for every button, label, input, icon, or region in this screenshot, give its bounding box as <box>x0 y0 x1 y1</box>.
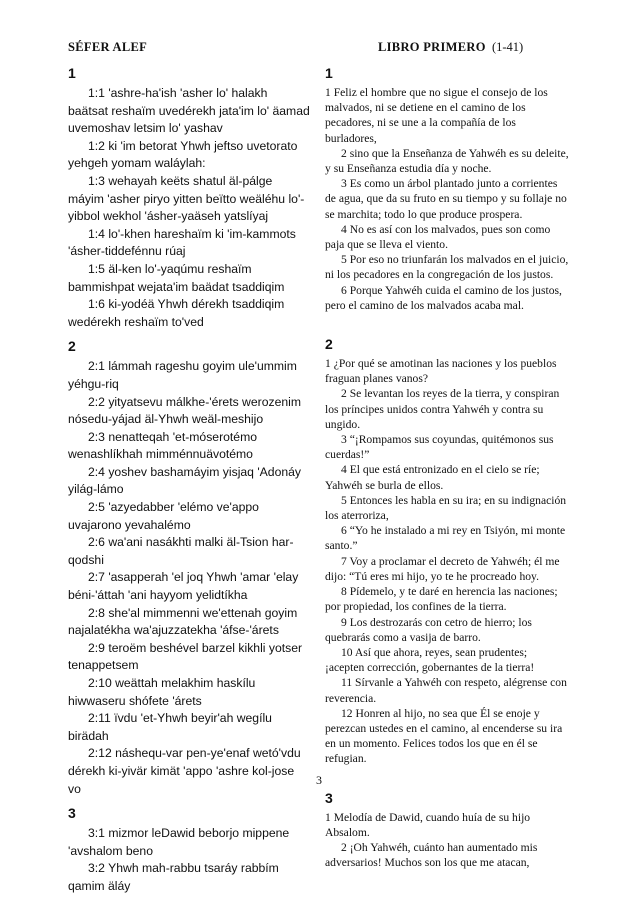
chapter-number: 1 <box>325 65 333 81</box>
verse: 2:4 yoshev bashamáyim yisjaq 'Adonáy yilág-lámo <box>68 464 302 497</box>
verse: 11 Sírvanle a Yahwéh con respeto, alégrense con reverencia. <box>325 676 567 705</box>
verse: 7 Voy a proclamar el decreto de Yahwéh; él me dijo: “Tú eres mi hijo, yo te he procreado hoy. <box>325 554 560 583</box>
verse: 2:11 ïvdu 'et-Yhwh beyir'ah wegílu birädah <box>68 711 272 743</box>
spanish-translation-column <box>325 64 569 870</box>
verse: 4 El que está entronizado en el cielo se ríe; Yahwéh se burla de ellos. <box>325 463 540 492</box>
verse: 1:4 lo'-khen hareshaïm ki 'im-kammots 'ásher-tiddefénnu rúaj <box>68 226 296 259</box>
verse: 12 Honren al hijo, no sea que Él se enoje y perezcan ustedes en el camino, al encenderse su ira en un momento. Felices todos los que en él se refugian. <box>325 706 563 766</box>
verse: 9 Los destrozarás con cetro de hierro; los quebrarás como a vasija de barro. <box>325 615 532 644</box>
verse: 2:6 wa'ani nasákhti malki äl-Tsion har-qodshi <box>68 535 294 567</box>
verse: 1:5 äl-ken lo'-yaqúmu reshaïm bammishpat wejata'im baädat tsaddiqim <box>68 261 285 294</box>
chapter-3-translation <box>325 789 569 871</box>
chapter-number: 1 <box>68 65 76 81</box>
verse: 2:12 náshequ-var pen-ye'enaf wetó'vdu dérekh ki-yivär kimät 'appo 'ashre kol-jose vo <box>68 746 301 796</box>
chapter-number: 2 <box>325 336 333 353</box>
verse: 2:8 she'al mimmenni we'ettenah goyim najalatékha wa'ajuzzatekha 'áfse-'árets <box>68 605 298 638</box>
verse: 1 ¿Por qué se amotinan las naciones y los pueblos fraguan planes vanos? <box>325 357 557 386</box>
verse: 1 Melodía de Dawid, cuando huía de su hijo Absalom. <box>325 810 531 839</box>
chapter-2-translation <box>325 335 569 766</box>
chapter-1-transliteration <box>68 64 310 331</box>
verse: 1:1 'ashre-ha'ish 'asher lo' halakh baätsat reshaïm uvedérekh jata'im lo' äamad uvemoshav letsim lo' yashav <box>68 86 310 136</box>
page-number: 3 <box>316 773 322 787</box>
verse: 2 Se levantan los reyes de la tierra, y conspiran los príncipes unidos contra Yahwéh y contra su ungido. <box>325 387 560 431</box>
chapter-number: 2 <box>68 338 76 355</box>
verse: 2:10 weättah melakhim haskílu hiwwaseru shófete 'árets <box>68 676 256 708</box>
verse: 5 Entonces les habla en su ira; en su indignación los aterroriza, <box>325 493 567 523</box>
verse: 3 “¡Rompamos sus coyundas, quitémonos sus cuerdas!” <box>325 433 554 462</box>
verse: 10 Así que ahora, reyes, sean prudentes; ¡acepten corrección, gobernantes de la tierra! <box>325 645 535 675</box>
verse: 2:7 'asapperah 'el joq Yhwh 'amar 'elay béni-'áttah 'ani hayyom yelidtíkha <box>68 570 299 603</box>
chapter-2-transliteration <box>68 337 310 798</box>
chapter-number: 3 <box>68 805 76 822</box>
chapter-number: 3 <box>325 789 333 806</box>
verse: 6 Porque Yahwéh cuida el camino de los justos, pero el camino de los malvados acaba mal. <box>325 283 562 312</box>
verse: 2:3 nenatteqah 'et-móserotémo wenashlíkhah mimménnuävotémo <box>68 429 257 462</box>
book-title: LIBRO PRIMERO <box>378 40 486 54</box>
verse: 1:2 ki 'im betorat Yhwh jeftso uvetorato yehgeh yomam waláylah: <box>68 138 298 171</box>
verse: 1 Feliz el hombre que no sigue el consejo de los malvados, ni se detiene en el camino de los pecadores, ni se une a la compañía de los burladores, <box>325 86 548 145</box>
verse: 2:1 lámmah rageshu goyim ule'ummim yéhgu-riq <box>68 359 297 391</box>
chapter-1-translation <box>325 64 569 313</box>
verse: 3 Es como un árbol plantado junto a corrientes de agua, que da su fruto en su tiempo y su follaje no se marchita; todo lo que produce prospera. <box>325 177 567 221</box>
verse: 2 ¡Oh Yahwéh, cuánto han aumentado mis adversarios! Muchos son los que me atacan, <box>325 840 538 870</box>
chapter-3-transliteration <box>68 804 310 895</box>
verse: 2:9 teroëm beshével barzel kikhli yotser tenappetsem <box>68 640 303 673</box>
verse: 5 Por eso no triunfarán los malvados en el juicio, ni los pecadores en la congregación de los justos. <box>325 253 569 282</box>
verse: 3:2 Yhwh mah-rabbu tsaráy rabbím qamim äláy <box>68 861 279 893</box>
psalm-range: (1-41) <box>491 40 524 54</box>
verse: 1:6 ki-yodéä Yhwh dérekh tsaddiqim wedérekh reshaïm to'ved <box>68 297 285 329</box>
verse: 8 Pídemelo, y te daré en herencia las naciones; por propiedad, los confines de la tierra. <box>325 585 558 614</box>
verse: 4 No es así con los malvados, pues son como paja que se lleva el viento. <box>325 222 551 252</box>
running-header-left: SÉFER ALEF <box>68 40 148 54</box>
verse: 6 “Yo he instalado a mi rey en Tsiyón, mi monte santo.” <box>325 524 566 553</box>
verse: 2:5 'azyedabber 'elémo ve'appo uvajarono yevahalémo <box>68 500 259 532</box>
verse: 2:2 yityatsevu málkhe-'érets werozenim nósedu-yájad äl-Yhwh weäl-meshijo <box>68 394 301 427</box>
verse: 2 sino que la Enseñanza de Yahwéh es su deleite, y su Enseñanza estudia día y noche. <box>325 146 569 176</box>
running-header-right <box>378 40 523 55</box>
verse: 1:3 wehayah keëts shatul äl-pálge máyim 'asher piryo yitten beïtto weäléhu lo'-yibbol wekhol 'ásher-yaäseh yatslíyaj <box>68 173 305 224</box>
verse: 3:1 mizmor leDawid beborjo mippene 'avshalom beno <box>68 826 290 858</box>
